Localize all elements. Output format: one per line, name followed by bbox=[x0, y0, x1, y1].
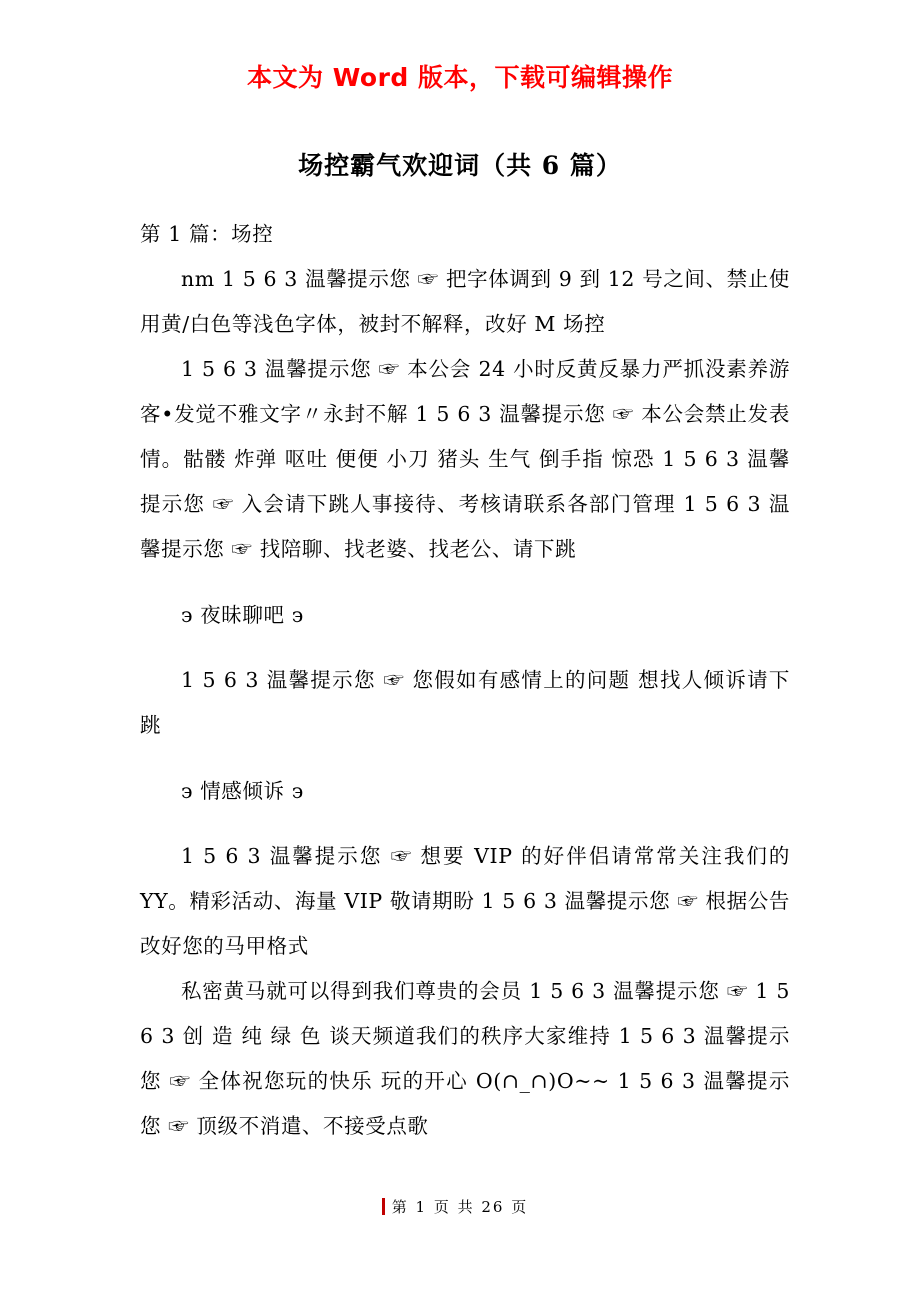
document-body bbox=[140, 212, 790, 1149]
footer-accent-bar bbox=[382, 1198, 385, 1215]
paragraph-1: nm 1 5 6 3 温馨提示您 ☞ 把字体调到 9 到 12 号之间、禁止使用黄/白色等浅色字体，被封不解释，改好 M 场控 bbox=[140, 267, 790, 336]
word-version-banner: 本文为 Word 版本，下载可编辑操作 bbox=[247, 63, 673, 92]
paragraph-5: 私密黄马就可以得到我们尊贵的会员 1 5 6 3 温馨提示您 ☞ 1 5 6 3 创 造 纯 绿 色 谈天频道我们的秩序大家维持 1 5 6 3 温馨提示您 ☞ 全体祝您玩的快乐 玩的开心 O(∩_∩)O~~ 1 5 6 3 温馨提示您 ☞ 顶级不消遣、不接受点歌 bbox=[140, 979, 790, 1138]
footer-page-number bbox=[388, 1196, 532, 1217]
paragraph-4: 1 5 6 3 温馨提示您 ☞ 想要 VIP 的好伴侣请常常关注我们的 YY。精彩活动、海量 VIP 敬请期盼 1 5 6 3 温馨提示您 ☞ 根据公告改好您的马甲格式 bbox=[140, 844, 790, 958]
paragraph-3: 1 5 6 3 温馨提示您 ☞ 您假如有感情上的问题 想找人倾诉请下跳 bbox=[140, 668, 790, 737]
paragraph-2: 1 5 6 3 温馨提示您 ☞ 本公会 24 小时反黄反暴力严抓没素养游客•发觉不雅文字〃永封不解 1 5 6 3 温馨提示您 ☞ 本公会禁止发表情。骷髅 炸弹 呕吐 便便 小刀 猪头 生气 倒手指 惊恐 1 5 6 3 温馨提示您 ☞ 入会请下跳人事接待、考核请联系各部门管理 1 5 6 3 温馨提示您 ☞ 找陪聊、找老婆、找老公、请下跳 bbox=[140, 357, 790, 561]
page-title: 场控霸气欢迎词（共 6 篇） bbox=[298, 151, 622, 180]
decorated-label-night-chat: ϶ 夜昧聊吧 ϶ bbox=[181, 602, 304, 627]
footer-page-text: 第 1 页 共 26 页 bbox=[391, 1198, 529, 1216]
section-heading-1: 第 1 篇：场控 bbox=[140, 222, 274, 246]
decorated-label-emotion: ϶ 情感倾诉 ϶ bbox=[181, 778, 304, 803]
page-footer bbox=[0, 1196, 920, 1217]
